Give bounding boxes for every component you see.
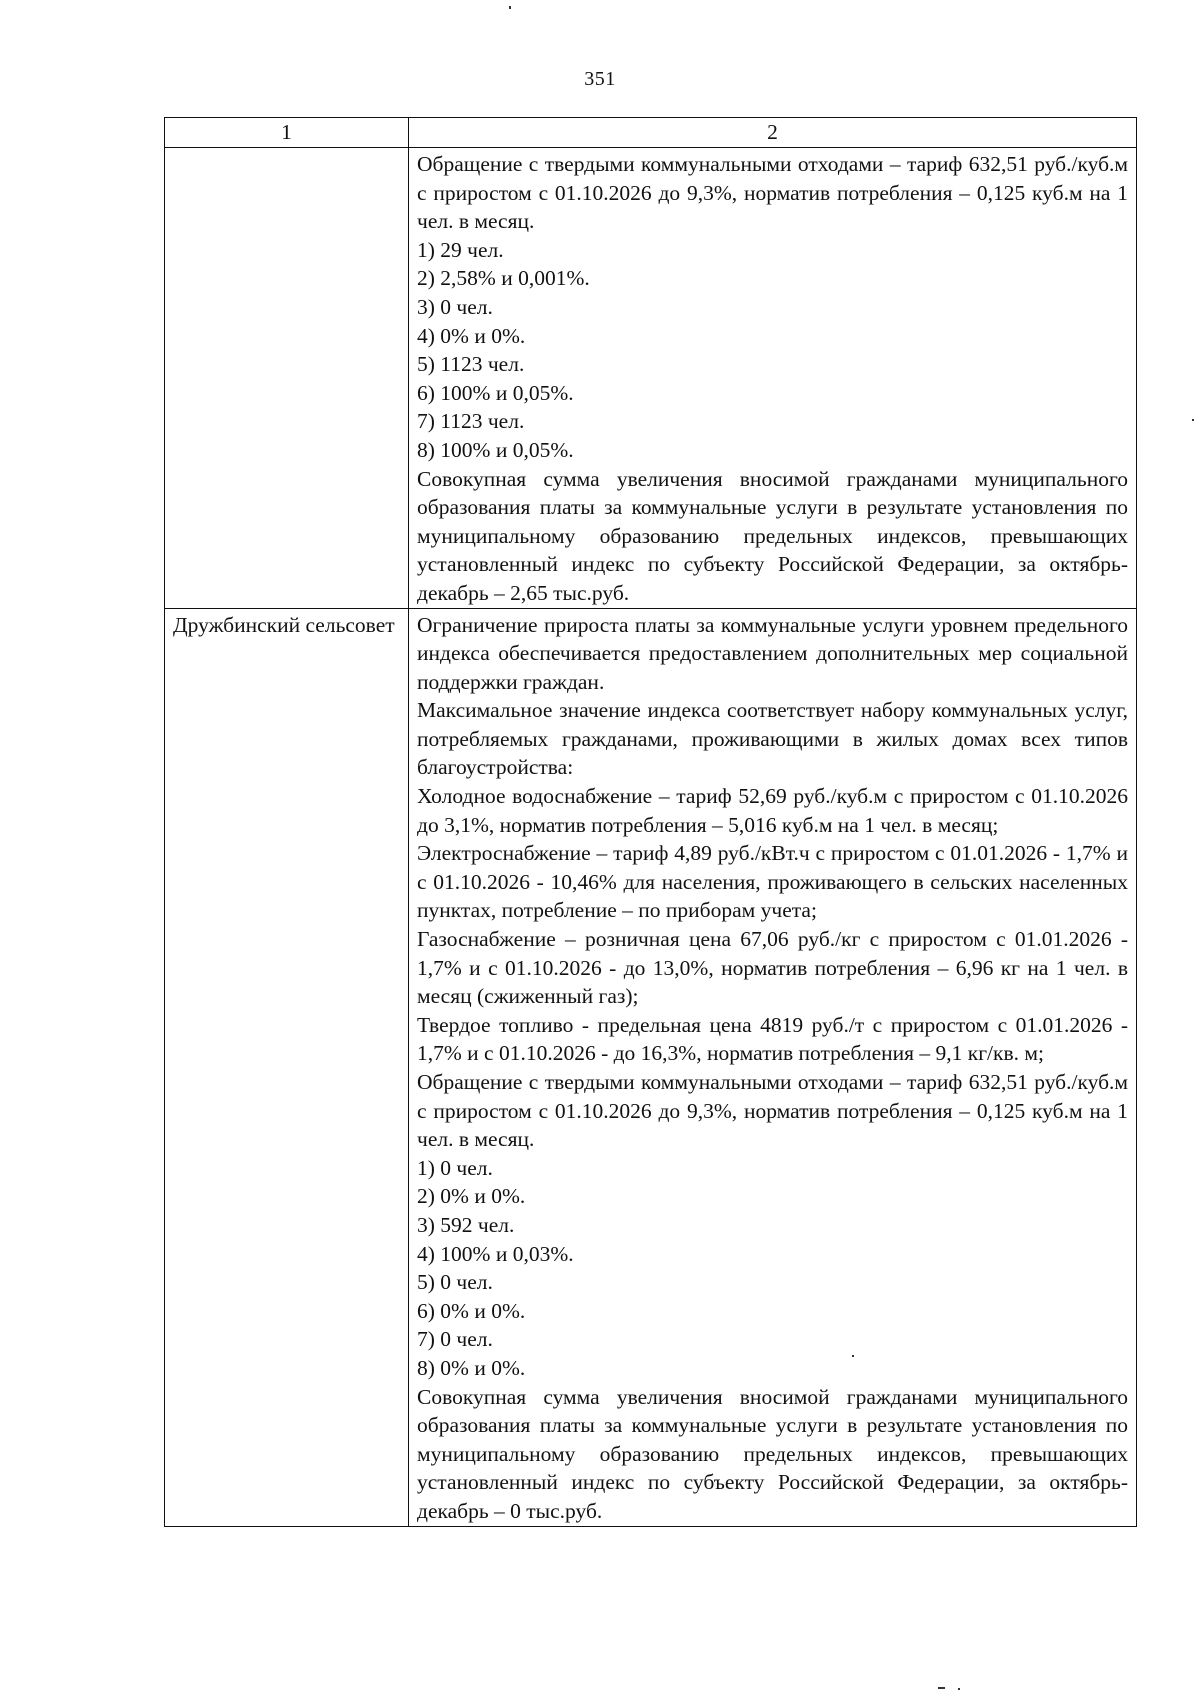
list-item: 1) 0 чел. (417, 1155, 493, 1180)
scan-speck (1192, 419, 1194, 421)
list-item: 3) 0 чел. (417, 294, 493, 319)
paragraph: Твердое топливо - предельная цена 4819 руб./т с приростом с 01.01.2026 - 1,7% и с 01.10.2026 - до 16,3%, норматив потребления – 9,1 кг/кв. м; (417, 1012, 1128, 1066)
municipality-name (165, 148, 409, 609)
table-header-row (165, 118, 1137, 148)
description-cell (409, 608, 1137, 1526)
paragraph: Электроснабжение – тариф 4,89 руб./кВт.ч с приростом с 01.01.2026 - 1,7% и с 01.10.2026 - 10,46% для населения, проживающего в сельских населенных пунктах, потребление – по приборам учета; (417, 841, 1128, 923)
table-body (165, 148, 1137, 1527)
list-item: 2) 2,58% и 0,001%. (417, 266, 590, 291)
paragraph: Газоснабжение – розничная цена 67,06 руб./кг с приростом с 01.01.2026 - 1,7% и с 01.10.2026 - до 13,0%, норматив потребления – 6,96 кг на 1 чел. в месяц (сжиженный газ); (417, 927, 1128, 1009)
paragraph: Обращение с твердыми коммунальными отходами – тариф 632,51 руб./куб.м с приростом с 01.10.2026 до 9,3%, норматив потребления – 0,125 куб.м на 1 чел. в месяц. (417, 1070, 1128, 1152)
list-item: 8) 0% и 0%. (417, 1355, 526, 1380)
document-table (164, 117, 1137, 1527)
list-item: 4) 0% и 0%. (417, 323, 526, 348)
paragraph: Совокупная сумма увеличения вносимой гражданами муниципального образования платы за коммунальные услуги в результате установления по муниципальному образованию предельных индексов, превышающих установленный индекс по субъекту Российской Федерации, за октябрь-декабрь – 0 тыс.руб. (417, 1384, 1128, 1523)
paragraph: Обращение с твердыми коммунальными отходами – тариф 632,51 руб./куб.м с приростом с 01.10.2026 до 9,3%, норматив потребления – 0,125 куб.м на 1 чел. в месяц. (417, 152, 1128, 234)
paragraph: Максимальное значение индекса соответствует набору коммунальных услуг, потребляемых гражданами, проживающими в жилых домах всех типов благоустройства: (417, 698, 1128, 780)
list-item: 8) 100% и 0,05%. (417, 437, 574, 462)
table-row (165, 608, 1137, 1526)
list-item: 1) 29 чел. (417, 237, 504, 262)
paragraph: Ограничение прироста платы за коммунальные услуги уровнем предельного индекса обеспечивается предоставлением дополнительных мер социальной поддержки граждан. (417, 612, 1128, 694)
municipality-name: Дружбинский сельсовет (165, 608, 409, 1526)
scan-speck (509, 6, 511, 9)
list-item: 3) 592 чел. (417, 1212, 515, 1237)
description-cell (409, 148, 1137, 609)
paragraph: Холодное водоснабжение – тариф 52,69 руб./куб.м с приростом с 01.10.2026 до 3,1%, норматив потребления – 5,016 куб.м на 1 чел. в месяц; (417, 784, 1128, 837)
list-item: 6) 100% и 0,05%. (417, 380, 574, 405)
list-item: 5) 1123 чел. (417, 352, 525, 377)
list-item: 6) 0% и 0%. (417, 1298, 526, 1323)
scan-speck (958, 1688, 960, 1690)
paragraph: Совокупная сумма увеличения вносимой гражданами муниципального образования платы за коммунальные услуги в результате установления по муниципальному образованию предельных индексов, превышающих установленный индекс по субъекту Российской Федерации, за октябрь-декабрь – 2,65 тыс.руб. (417, 466, 1128, 605)
page-number: 351 (584, 68, 616, 90)
scan-speck (852, 1355, 854, 1357)
list-item: 7) 1123 чел. (417, 409, 525, 434)
list-item: 7) 0 чел. (417, 1327, 493, 1352)
column-header-1: 1 (165, 118, 409, 148)
column-header-2: 2 (409, 118, 1137, 148)
list-item: 5) 0 чел. (417, 1270, 493, 1295)
table-row (165, 148, 1137, 609)
list-item: 4) 100% и 0,03%. (417, 1241, 574, 1266)
list-item: 2) 0% и 0%. (417, 1184, 526, 1209)
scan-speck (938, 1687, 945, 1689)
